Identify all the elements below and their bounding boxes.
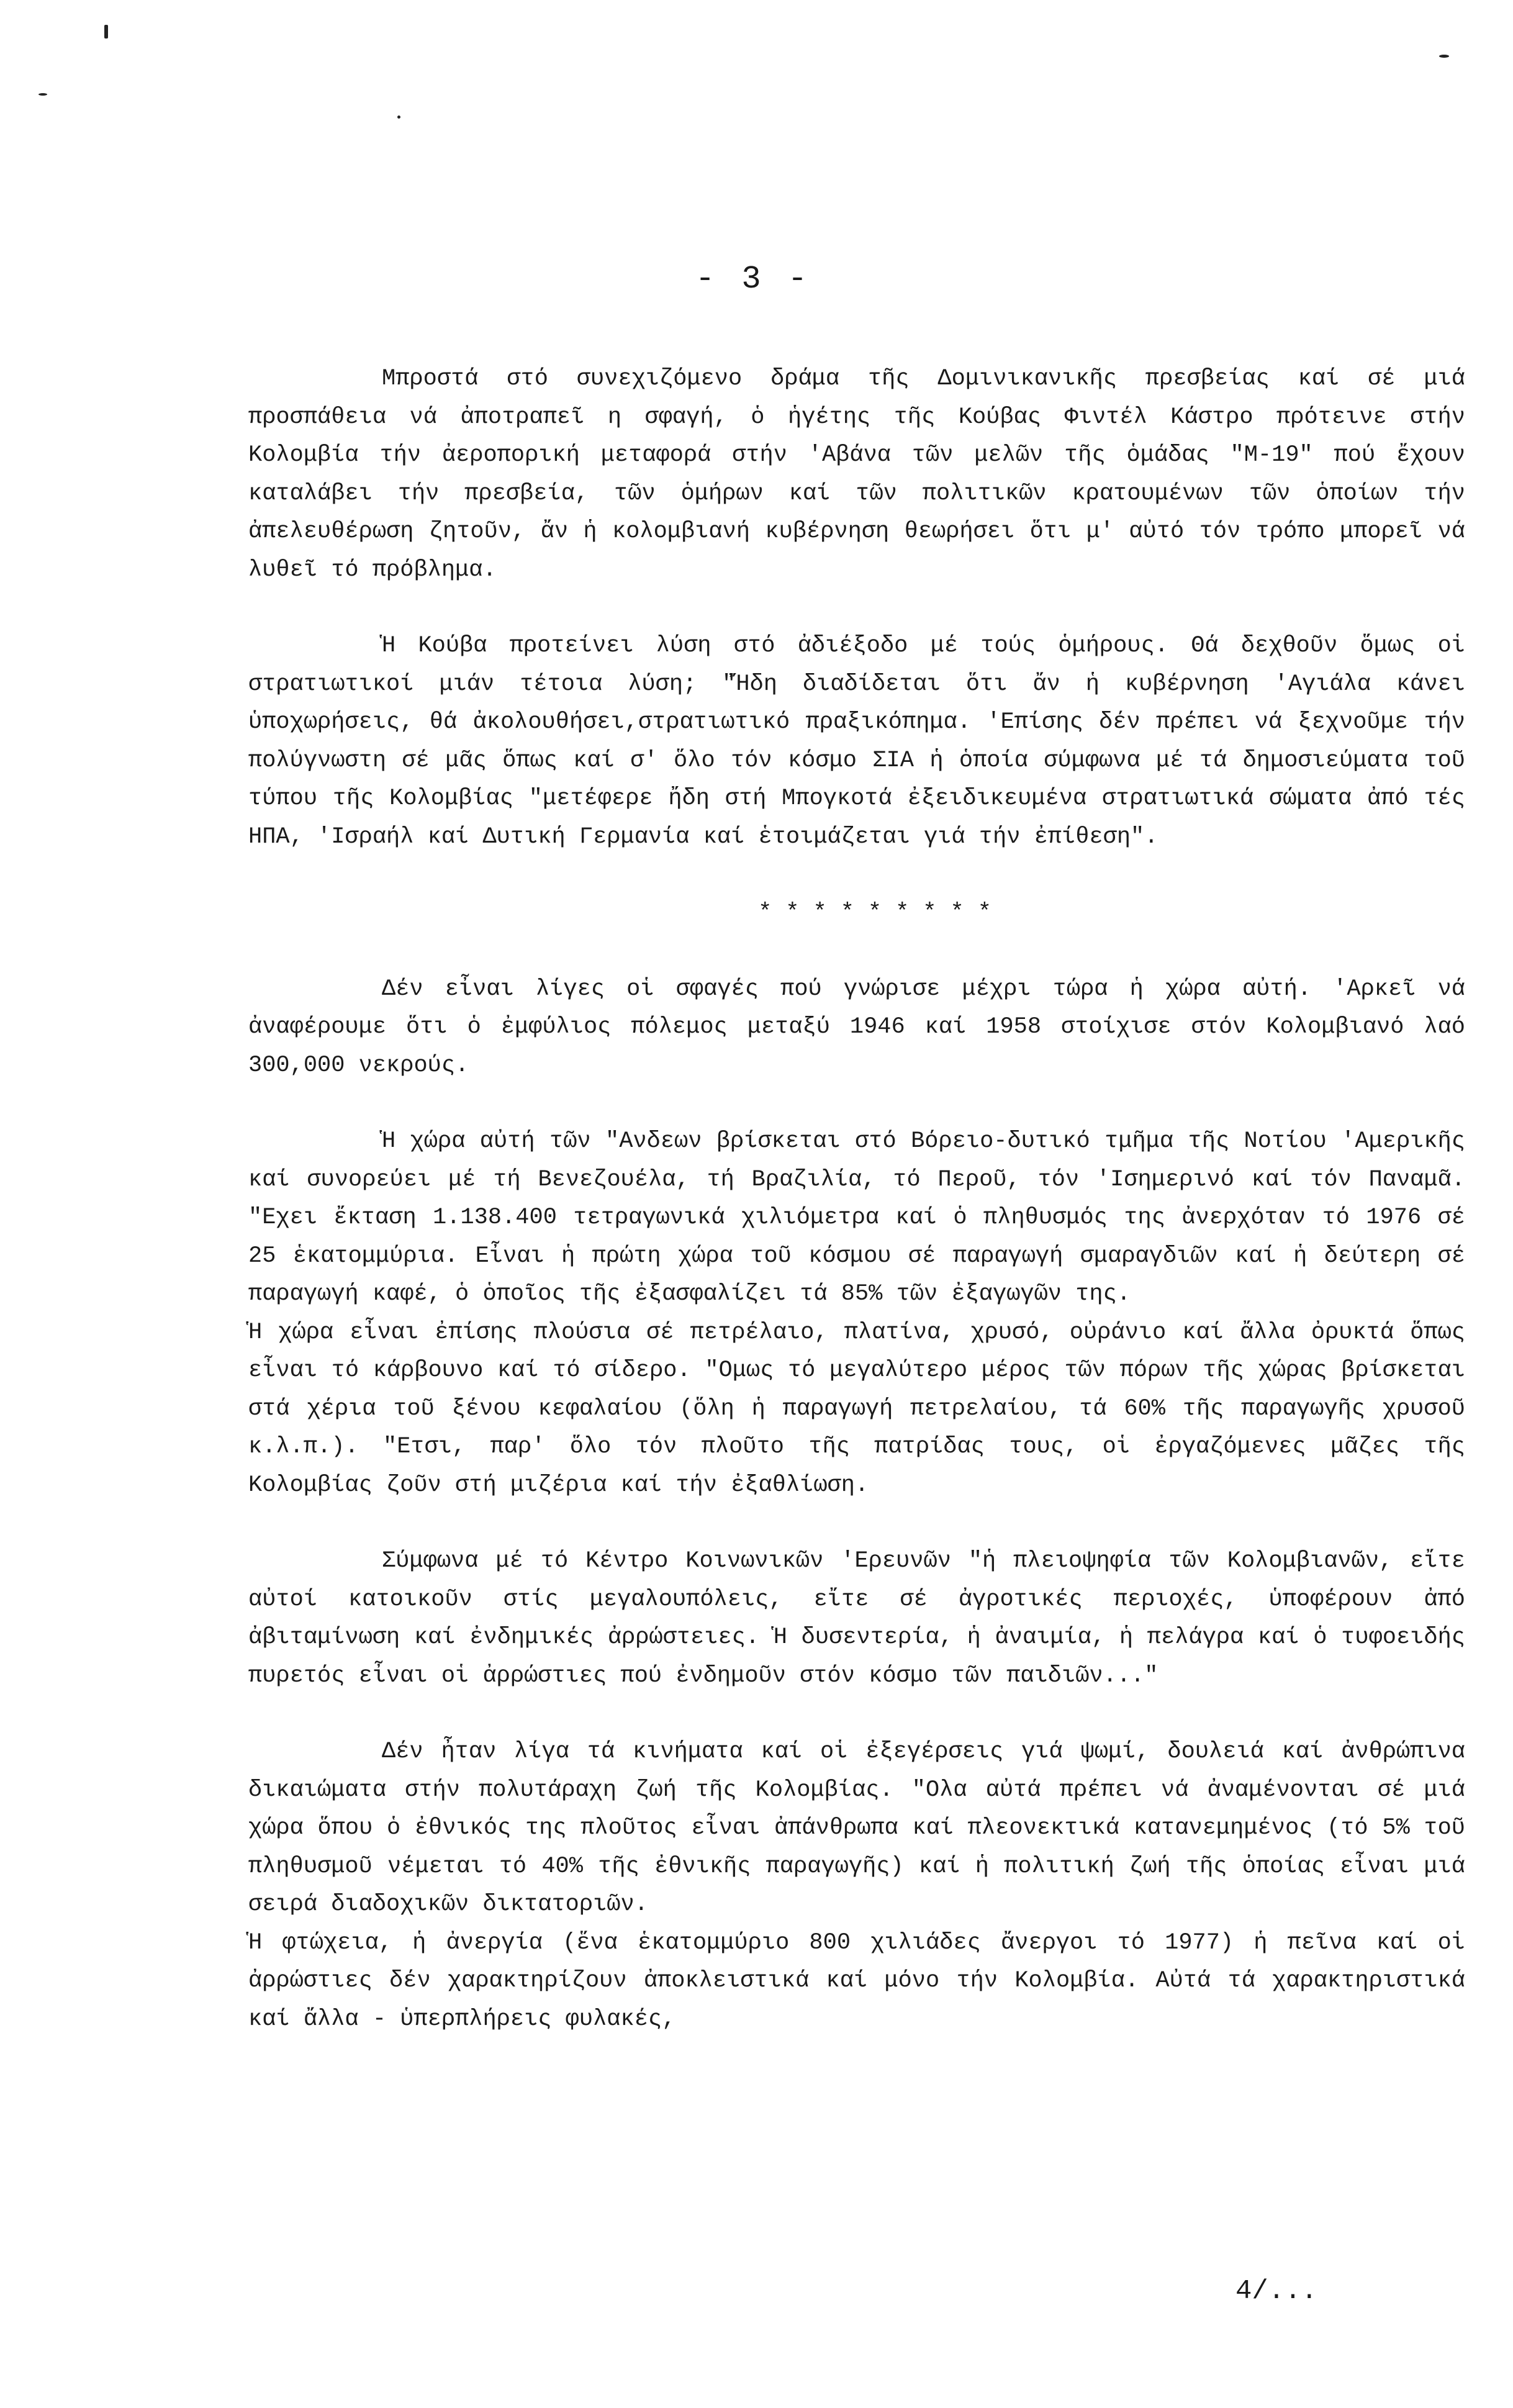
paragraph-health: Σύμφωνα μέ τό Κέντρο Κοινωνικῶν 'Ερευνῶν "ἡ πλειοψηφία τῶν Κολομβιανῶν, εἴτε αὐτοί κατοικοῦν στίς μεγαλουπόλεις, εἴτε σέ ἀγροτικές περιοχές, ὑποφέρουν ἀπό ἀβιταμίνωση καί ἐνδημικές ἀρρώστειες. Ἡ δυσεντερία, ἡ ἀναιμία, ἡ πελάγρα καί ὁ τυφοειδής πυρετός εἶναι οἱ ἀρρώστιες πού ἐνδημοῦν στόν κόσμο τῶν παιδιῶν..." xyxy=(248,1548,1465,1689)
page-number: - 3 - xyxy=(695,261,811,297)
paragraph-poverty: Ἡ φτώχεια, ἡ ἀνεργία (ἕνα ἑκατομμύριο 800 χιλιάδες ἄνεργοι τό 1977) ἡ πεῖνα καί οἱ ἀρρώστιες δέν χαρακτηρίζουν ἀποκλειστικά καί μόνο τήν Κολομβία. Αὐτά τά χαρακτηριστικά καί ἄλλα - ὑπερπλήρεις φυλακές, xyxy=(248,1929,1465,2032)
paragraph-cuba-proposal: Ἡ Κούβα προτείνει λύση στό ἀδιέξοδο μέ τούς ὁμήρους. Θά δεχθοῦν ὅμως οἱ στρατιωτικοί μιάν τέτοια λύση; "Ἤδη διαδίδεται ὅτι ἄν ἡ κυβέρνηση 'Αγιάλα κάνει ὑποχωρήσεις, θά ἀκολουθήσει,στρατιωτικό πραξικόπημα. 'Επίσης δέν πρέπει νά ξεχνοῦμε τήν πολύγνωστη σέ μᾶς ὅπως καί σ' ὅλο τόν κόσμο ΣΙΑ ἡ ὁποία σύμφωνα μέ τά δημοσιεύματα τοῦ τύπου τῆς Κολομβίας "μετέφερε ἤδη στή Μπογκοτά ἐξειδικευμένα στρατιωτικά σώματα ἀπό τές ΗΠΑ, 'Ισραήλ καί Δυτική Γερμανία καί ἑτοιμάζεται γιά τήν ἐπίθεση". xyxy=(248,633,1465,850)
scan-speck xyxy=(104,25,108,38)
paragraph-uprisings: Δέν ἦταν λίγα τά κινήματα καί οἱ ἐξεγέρσεις γιά ψωμί, δουλειά καί ἀνθρώπινα δικαιώματα στήν πολυτάραχη ζωή τῆς Κολομβίας. "Ολα αὐτά πρέπει νά ἀναμένονται σέ μιά χώρα ὅπου ὁ ἐθνικός της πλοῦτος εἶναι ἀπάνθρωπα καί πλεονεκτικά κατανεμημένος (τό 5% τοῦ πληθυσμοῦ νέμεται τό 40% τῆς ἐθνικῆς παραγωγῆς) καί ἡ πολιτική ζωή τῆς ὁποίας εἶναι μιά σειρά διαδοχικῶν δικτατοριῶν. xyxy=(248,1739,1465,1917)
paragraph-massacres: Δέν εἶναι λίγες οἱ σφαγές πού γνώρισε μέχρι τώρα ἡ χώρα αὐτή. 'Αρκεῖ νά ἀναφέρουμε ὅτι ὁ ἐμφύλιος πόλεμος μεταξύ 1946 καί 1958 στοίχισε στόν Κολομβιανό λαό 300,000 νεκρούς. xyxy=(248,975,1465,1079)
document-body xyxy=(248,360,1465,2039)
paragraph-geography: Ἡ χώρα αὐτή τῶν "Ανδεων βρίσκεται στό Βόρειο-δυτικό τμῆμα τῆς Νοτίου 'Αμερικῆς καί συνορεύει μέ τή Βενεζουέλα, τή Βραζιλία, τό Περοῦ, τόν 'Ισημερινό καί τόν Παναμᾶ. "Εχει ἔκταση 1.138.400 τετραγωνικά χιλιόμετρα καί ὁ πληθυσμός της ἀνερχόταν τό 1976 σέ 25 ἑκατομμύρια. Εἶναι ἡ πρώτη χώρα τοῦ κόσμου σέ παραγωγή σμαραγδιῶν καί ἡ δεύτερη σέ παραγωγή καφέ, ὁ ὁποῖος τῆς ἐξασφαλίζει τά 85% τῶν ἐξαγωγῶν της. xyxy=(248,1128,1465,1307)
scan-speck xyxy=(1439,55,1449,58)
paragraph-embassy-drama: Μπροστά στό συνεχιζόμενο δράμα τῆς Δομινικανικῆς πρεσβείας καί σέ μιά προσπάθεια νά ἀποτραπεῖ η σφαγή, ὁ ἡγέτης τῆς Κούβας Φιντέλ Κάστρο πρότεινε στήν Κολομβία τήν ἀεροπορική μεταφορά στήν 'Αβάνα τῶν μελῶν τῆς ὁμάδας "Μ-19" πού ἔχουν καταλάβει τήν πρεσβεία, τῶν ὁμήρων καί τῶν πολιτικῶν κρατουμένων τῶν ὁποίων τήν ἀπελευθέρωση ζητοῦν, ἄν ἡ κολομβιανή κυβέρνηση θεωρήσει ὅτι μ' αὐτό τόν τρόπο μπορεῖ νά λυθεῖ τό πρόβλημα. xyxy=(248,366,1465,583)
paragraph-resources: Ἡ χώρα εἶναι ἐπίσης πλούσια σέ πετρέλαιο, πλατίνα, χρυσό, οὐράνιο καί ἄλλα ὀρυκτά ὅπως εἶναι τό κάρβουνο καί τό σίδερο. "Ομως τό μεγαλύτερο μέρος τῶν πόρων τῆς χώρας βρίσκεται στά χέρια τοῦ ξένου κεφαλαίου (ὅλη ἡ παραγωγή πετρελαίου, τά 60% τῆς παραγωγῆς χρυσοῦ κ.λ.π.). "Ετσι, παρ' ὅλο τόν πλοῦτο τῆς πατρίδας τους, οἱ ἐργαζόμενες μᾶζες τῆς Κολομβίας ζοῦν στή μιζέρια καί τήν ἐξαθλίωση. xyxy=(248,1319,1465,1498)
continuation-marker: 4/... xyxy=(1235,2276,1318,2307)
scan-speck xyxy=(38,93,47,96)
scan-speck xyxy=(397,115,400,119)
section-separator: ********* xyxy=(758,900,1005,926)
